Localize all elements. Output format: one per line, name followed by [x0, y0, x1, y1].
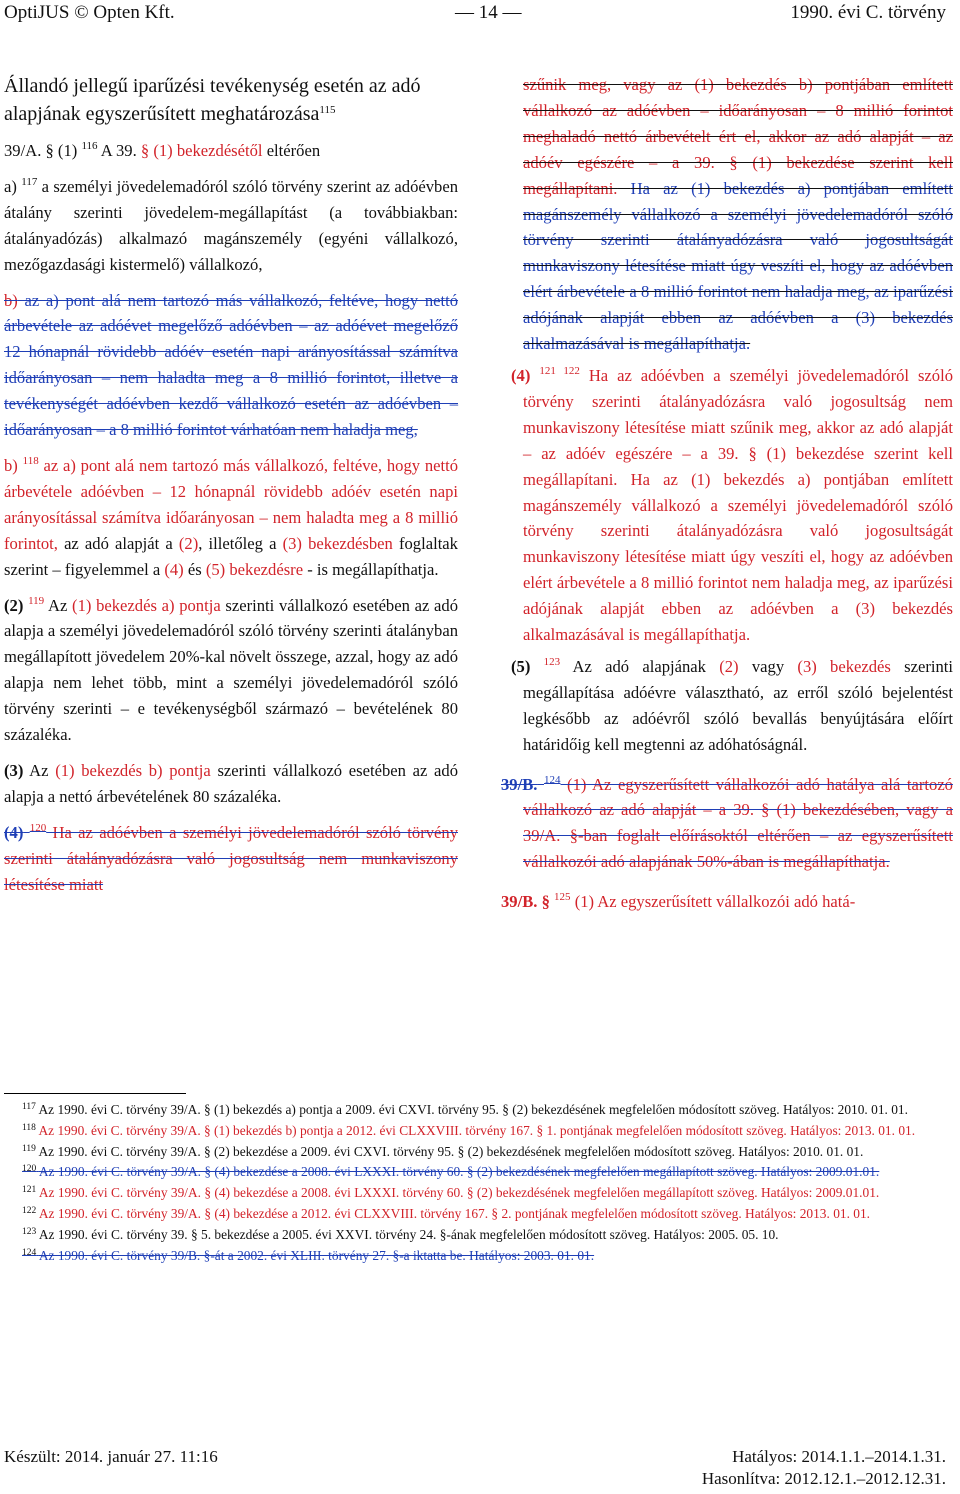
footnote-ref[interactable]: 125 [554, 891, 571, 904]
footnote [4, 1162, 952, 1183]
cross-reference[interactable]: (1) bekezdés a) pontjában [691, 469, 890, 489]
paragraph-4-repealed: (4) $^{120}$ Ha az adóévben a személyi jövedelemadóról szóló törvény szerinti átalányadózásra való jogosultság nem munkaviszony létesítése miatt [4, 821, 458, 894]
footnote-number: 123 [22, 1226, 37, 1237]
footnote [4, 1246, 952, 1267]
paragraph-3: (3) Az (1) bekezdés b) pontja szerinti vállalkozó esetében az adó alapja a nettó árbevételének 80 százaléka. [4, 760, 458, 806]
footnote [4, 1142, 952, 1163]
footnote-text: Az 1990. évi C. törvény 39/A. § (4) bekezdése a 2012. évi CLXXVIII. törvény 167. § 2. pontjának megfelelően módosított szöveg. Hatályos: 2013. 01. 01. [38, 1205, 871, 1221]
page-header [0, 0, 960, 28]
section-title: Állandó jellegű iparűzési tevékenység esetén az adó alapjának egyszerűsített meghatározása$^{115}$ [4, 75, 421, 125]
footnote-ref[interactable]: 123 [543, 655, 561, 668]
footer-compared: Hasonlítva: 2012.12.1.–2012.12.31. [701, 1469, 946, 1488]
footnote-text: Az 1990. évi C. törvény 39/A. § (1) bekezdés a) pontja a 2009. évi CXVI. törvény 95. § (2) bekezdésének megfelelően módosított szöveg. Hatályos: 2010. 01. 01. [38, 1102, 908, 1117]
footnote-number: 117 [22, 1102, 36, 1112]
footnote [4, 1121, 952, 1142]
header-publisher: OptiJUS © Opten Kft. [4, 2, 175, 23]
footnote-text: Az 1990. évi C. törvény 39/A. § (4) bekezdése a 2008. évi LXXXI. törvény 60. § (2) bekezdésének megfelelően megállapított szöveg. Hatályos: 2009.01.01. [38, 1185, 880, 1201]
footnote-text: Az 1990. évi C. törvény 39. § 5. bekezdése a 2005. évi XXVI. törvény 24. §-ának megfelelően módosított szöveg. Hatályos: 2005. 05. 10. [38, 1226, 779, 1242]
footnote-number: 119 [22, 1143, 36, 1154]
footnote-text: Az 1990. évi C. törvény 39/B. §-át a 2002. évi XLIII. törvény 27. §-a iktatta be. Hatályos: 2003. 01. 01. [38, 1247, 595, 1263]
header-page-number: — 14 — [455, 2, 522, 23]
cross-reference[interactable]: (1) bekezdés a) pontja [72, 595, 221, 615]
footnotes [4, 1100, 952, 1266]
footnote [4, 1100, 952, 1121]
header-law-title: 1990. évi C. törvény [790, 2, 946, 23]
footnote-divider [4, 1093, 186, 1094]
paragraph-39a-1: 39/A. § (1) $^{116}$ A 39. § (1) bekezdésétől eltérően [4, 140, 321, 160]
cross-reference[interactable]: (3) bekezdésben [282, 533, 393, 553]
footnote-ref[interactable]: 121 122 [539, 364, 580, 377]
paragraph-2: (2) $^{119}$ Az (1) bekezdés a) pontja szerinti vállalkozó esetében az adó alapja a személyi jövedelemadóról szóló törvény szerinti átalányban megállapított jövedelem 20%-kal növelt összege, azzal, hogy az adó alapja nem lehet több, mint a személyi jövedelemadóról szóló törvény szerinti – e tevékenységből származó – bevételének 80 százaléka. [4, 594, 458, 745]
footnote-ref[interactable]: 115 [319, 104, 336, 116]
footnote-ref[interactable]: 118 [22, 454, 39, 467]
cross-reference[interactable]: § (1) bekezdésétől [140, 141, 263, 160]
footer-created: Készült: 2014. január 27. 11:16 [4, 1447, 218, 1466]
cross-reference[interactable]: (4) [164, 559, 184, 579]
point-b-repealed: b) az a) pont alá nem tartozó más vállalkozó, feltéve, hogy nettó árbevétele az adóévet megelőző adóévben – az adóévet megelőző 12 hónapnál rövidebb adóév esetén napi arányosítással számítva időarányosan – nem haladta meg a 8 millió forintot, illetve a tevékenységét adóévben kezdő vállalkozó esetén az adóévben – időarányosan – a 8 millió forintot várhatóan nem haladja meg, [4, 290, 459, 440]
footnote-text: Az 1990. évi C. törvény 39/A. § (4) bekezdése a 2008. évi LXXXI. törvény 60. § (2) bekezdésének megfelelően megállapított szöveg. Hatályos: 2009.01.01. [38, 1164, 880, 1180]
footnote-number: 121 [22, 1185, 37, 1196]
section-39b: 39/B. § $^{125}$ (1) Az egyszerűsített vállalkozói adó hatá- [501, 891, 856, 912]
point-a: a) $^{117}$ a személyi jövedelemadóról szóló törvény szerint az adóévben átalány szerinti jövedelem-megállapítást (a továbbiakban: átalányadózás) alkalmazó magánszemély (egyéni vállalkozó, mezőgazdasági kistermelő) vállalkozó, [4, 175, 458, 274]
left-column [4, 72, 458, 897]
cross-reference[interactable]: (2) [178, 533, 199, 553]
point-b-new: b) $^{118}$ az a) pont alá nem tartozó más vállalkozó, feltéve, hogy nettó árbevétele adóévben – 12 hónapnál rövidebb adóév esetén napi arányosítással számítva időarányosan – nem haladta meg a 8 millió forintot, az adó alapját a (2), illetőleg a (3) bekezdésben foglaltak szerint – figyelemmel a (4) és (5) bekezdésre - is megállapíthatja. [4, 454, 458, 579]
footnote [4, 1225, 952, 1246]
footnote-number: 120 [22, 1164, 37, 1175]
footnote-text: Az 1990. évi C. törvény 39/A. § (2) bekezdése a 2009. évi CXVI. törvény 95. § (2) bekezdésének megfelelően módosított szöveg. Hatályos: 2010. 01. 01. [38, 1143, 864, 1159]
footnote-number: 122 [22, 1205, 37, 1216]
footnote-ref[interactable]: 124 [543, 773, 561, 786]
cross-reference[interactable]: (1) bekezdés b) pontja [55, 760, 211, 780]
footnote-number: 118 [22, 1122, 36, 1133]
footnote-ref[interactable]: 117 [21, 175, 38, 188]
cross-reference[interactable]: (2) [719, 656, 739, 676]
paragraph-5: (5) $^{123}$ Az adó alapjának (2) vagy (3) bekezdés szerinti megállapítása adóévre választható, az erről szóló bejelentést legkésőbb az adóévről szóló bevallás benyújtására előírt határidőig kell megtenni az adóhatóságnál. [511, 655, 953, 754]
paragraph-4-repealed-cont: szűnik meg, vagy az (1) bekezdés b) pontjában említett vállalkozó az adóévben – időarányosan – 8 millió forintot meghaladó nettó árbevételt ért el, akkor az adó alapját – az adóév egészére – a 39. § (1) bekezdése szerint kell megállapítani. Ha az (1) bekezdés a) pontjában említett magánszemély vállalkozó a személyi jövedelemadóról szóló törvény szerinti átalányadózásra való jogosultságát munkaviszony létesítése miatt úgy veszíti el, hogy az adóévben elért árbevétele a 8 millió forintot nem haladja meg, az iparűzési adójának alapját ebben az adóévben a (3) bekezdés alkalmazásával is megállapíthatja. [523, 75, 953, 354]
section-39b-repealed: 39/B. $^{124}$ (1) Az egyszerűsített vállalkozói adó hatálya alá tartozó vállalkozó az adó alapját – a 39. § (1) bekezdésében, vagy a 39/A. §-ban foglalt előírásoktól eltérően – az egyszerűsített vállalkozói adó alapjának 50%-ában is megállapíthatja. [501, 773, 953, 872]
footnote-ref[interactable]: 116 [81, 140, 98, 152]
paragraph-4: (4) $^{121 122}$ Ha az adóévben a személyi jövedelemadóról szóló törvény szerinti átalányadózásra való jogosultság nem munkaviszony létesítése miatt szűnik meg, akkor az adó alapját – az adóév egészére – a 39. § (1) bekezdése szerint kell megállapítani. Ha az (1) bekezdés a) pontjában említett magánszemély vállalkozó a személyi jövedelemadóról szóló törvény szerinti átalányadózásra való jogosultságát munkaviszony létesítése miatt úgy veszíti el, hogy az adóévben elért árbevétele a 8 millió forintot nem haladja meg, az iparűzési adójának alapját ebben az adóévben a (3) bekezdés alkalmazásával is megállapíthatja. [511, 364, 954, 645]
cross-reference[interactable]: (5) bekezdésre [205, 559, 304, 579]
right-column [501, 72, 954, 915]
footnote-text: Az 1990. évi C. törvény 39/A. § (1) bekezdés b) pontja a 2012. évi CLXXVIII. törvény 167. § 1. pontjának megfelelően módosított szöveg. Hatályos: 2013. 01. 01. [38, 1122, 916, 1138]
footer-effective: Hatályos: 2014.1.1.–2014.1.31. [732, 1447, 946, 1466]
footnote-ref[interactable]: 119 [28, 594, 45, 607]
footnote-number: 124 [22, 1247, 37, 1258]
footnote [4, 1183, 952, 1204]
footnote [4, 1204, 952, 1225]
cross-reference[interactable]: (3) bekezdés [797, 656, 891, 676]
footnote-ref[interactable]: 120 [29, 821, 47, 834]
